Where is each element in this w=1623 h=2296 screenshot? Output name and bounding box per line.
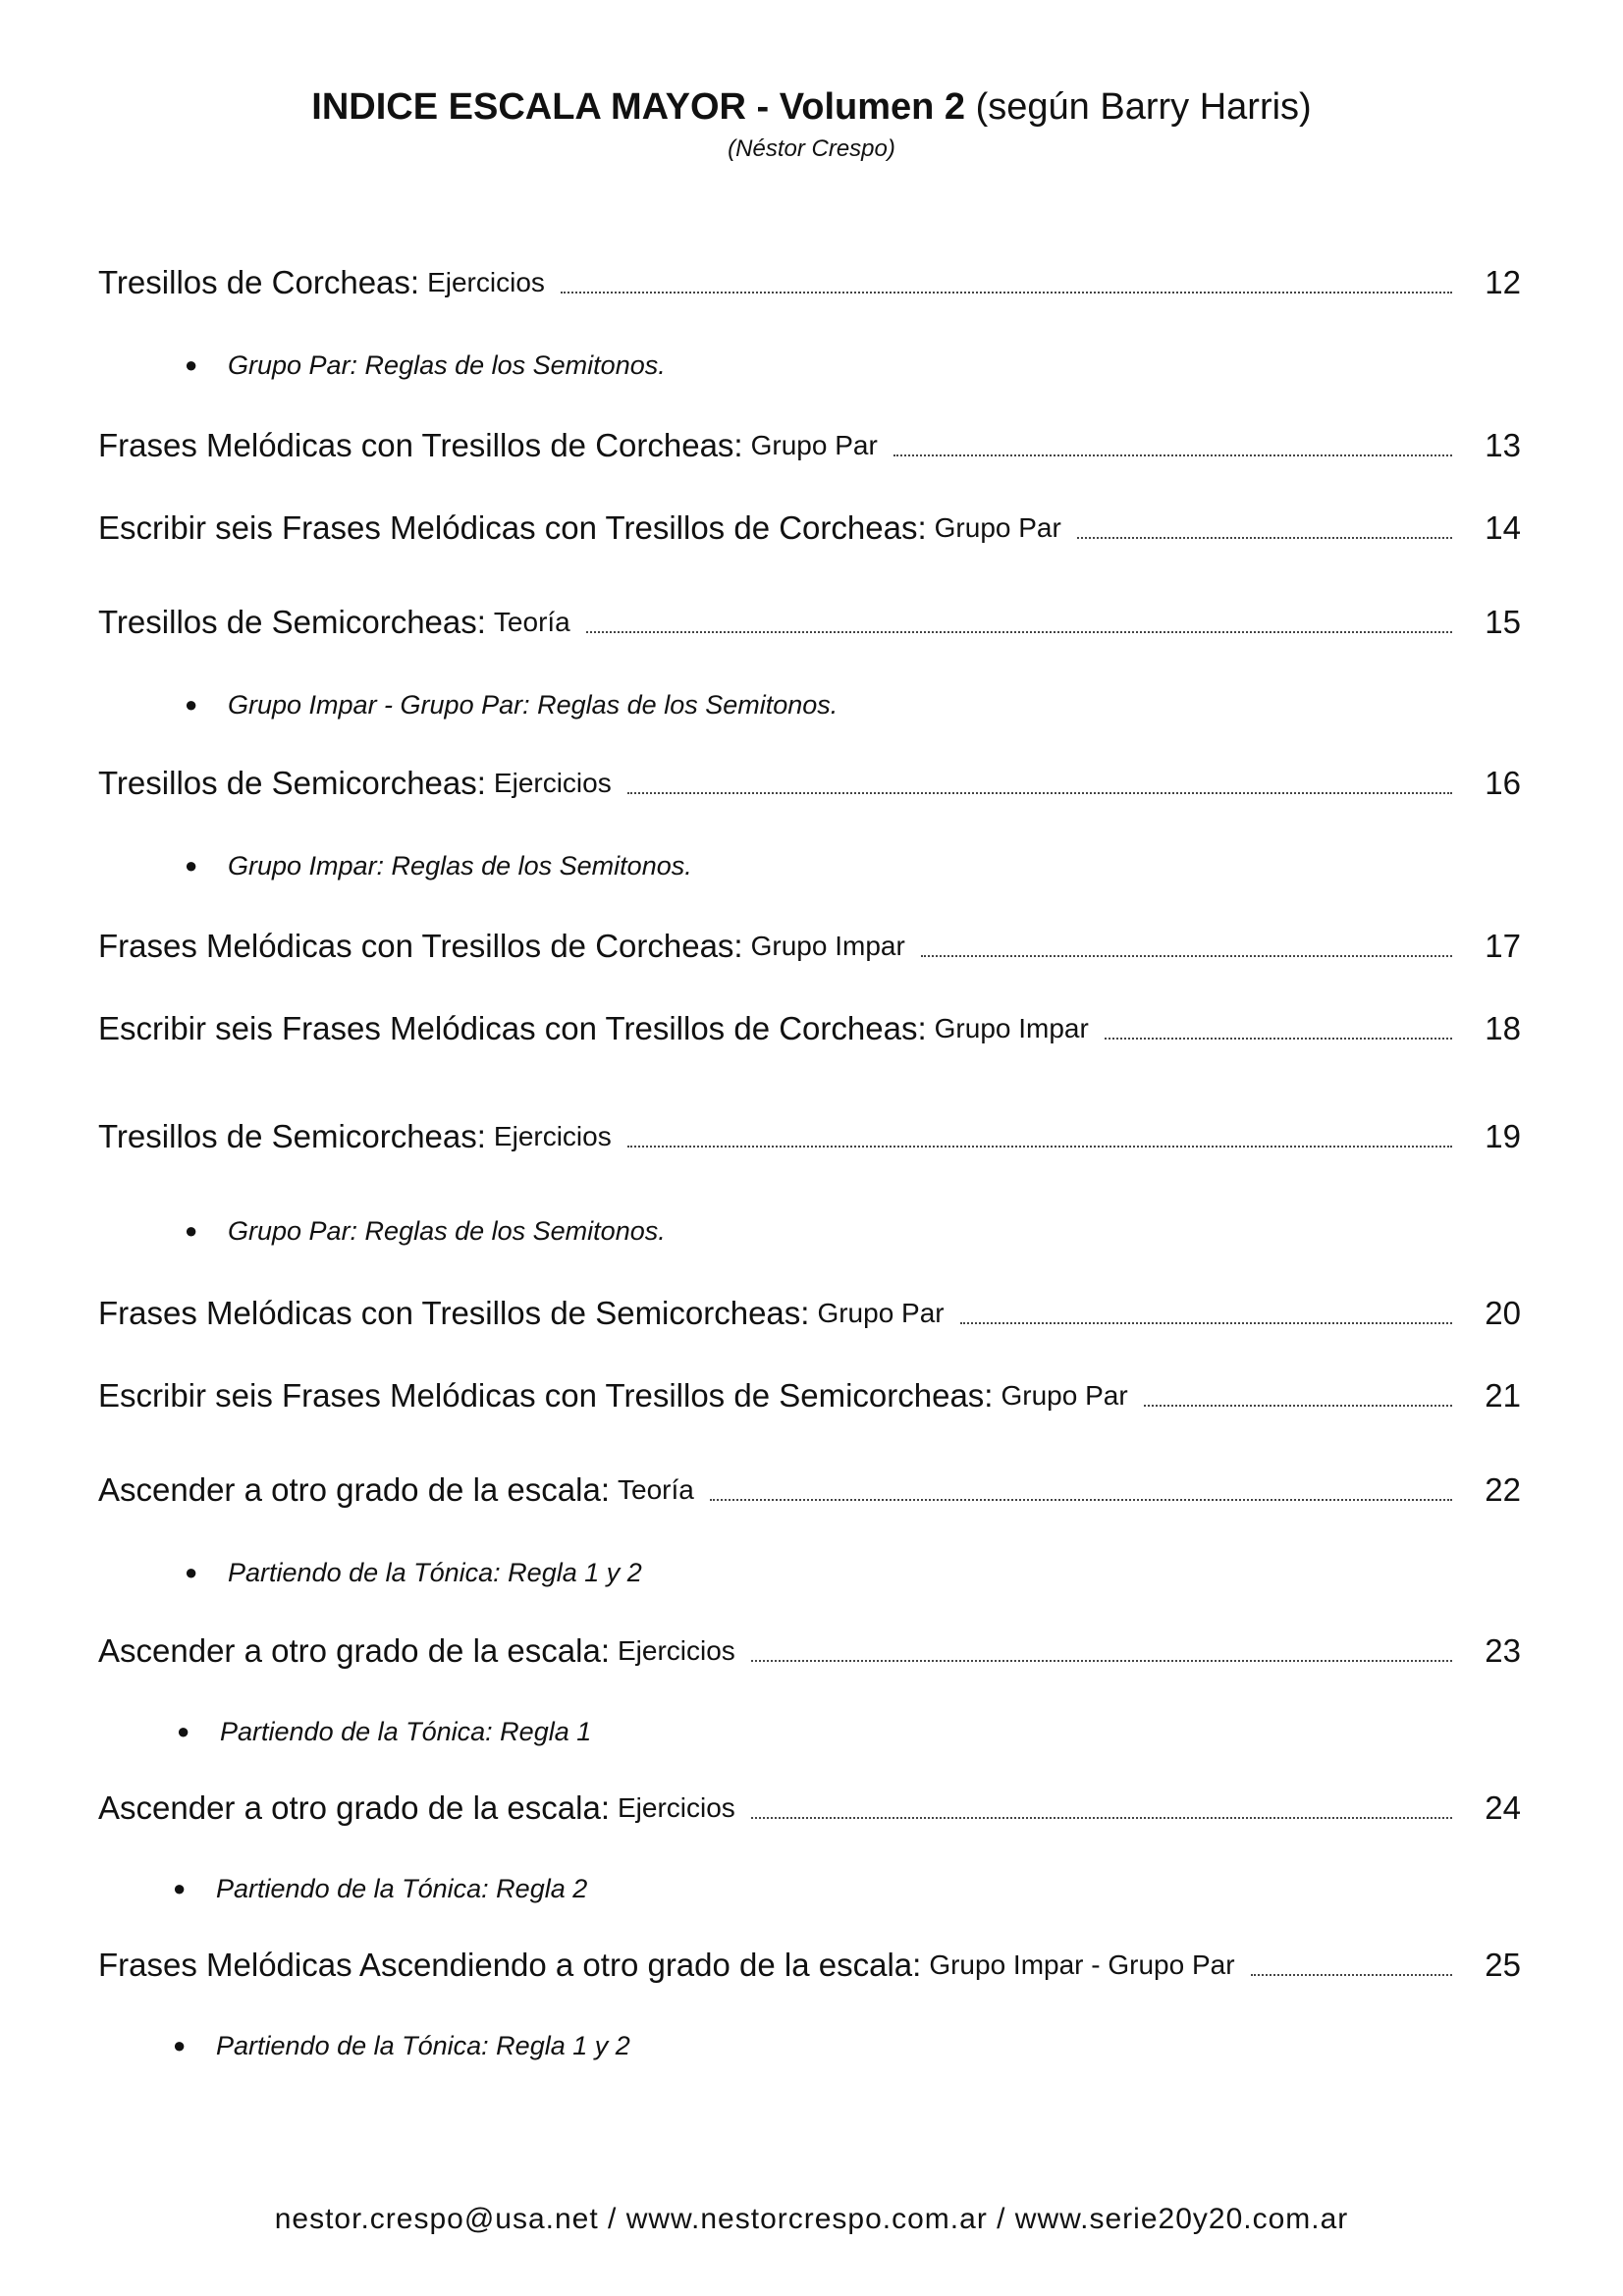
footer-contact-text: nestor.crespo@usa.net / www.nestorcrespo.com.ar / www.serie20y20.com.ar — [274, 2203, 1349, 2235]
toc-entry-subtitle: Teoría — [493, 607, 570, 637]
toc-entry — [98, 1290, 1521, 1333]
toc-entry — [98, 505, 1521, 548]
toc-entry-title: Frases Melódicas con Tresillos de Corcheas: — [98, 928, 743, 964]
toc-dot-leader — [960, 1322, 1452, 1324]
toc-entry-subtitle: Ejercicios — [493, 1121, 612, 1151]
toc-entry-subtitle: Ejercicios — [493, 768, 612, 798]
toc-bullet-item — [185, 1553, 642, 1592]
toc-entry-subtitle: Teoría — [618, 1474, 694, 1505]
bullet-icon: ● — [185, 352, 198, 377]
toc-page-number: 18 — [1485, 1010, 1521, 1046]
toc-dot-leader — [751, 1660, 1452, 1662]
toc-entry — [98, 1113, 1521, 1156]
toc-entry-title: Ascender a otro grado de la escala: — [98, 1471, 610, 1508]
bullet-icon: ● — [185, 1218, 198, 1243]
toc-bullet-item — [185, 346, 666, 385]
toc-dot-leader — [751, 1817, 1452, 1819]
toc-entry-title: Frases Melódicas Ascendiendo a otro grado de la escala: — [98, 1947, 922, 1983]
toc-page-number: 15 — [1485, 604, 1521, 640]
toc-entry — [98, 923, 1521, 966]
toc-entry-title: Tresillos de Semicorcheas: — [98, 604, 486, 640]
bullet-icon: ● — [173, 1876, 187, 1900]
toc-entry-title: Tresillos de Semicorcheas: — [98, 765, 486, 801]
page-footer — [0, 2203, 1623, 2236]
toc-entry — [98, 1785, 1521, 1828]
toc-bullet-text: Partiendo de la Tónica: Regla 1 y 2 — [216, 2030, 630, 2060]
toc-bullet-item — [185, 685, 838, 724]
bullet-icon: ● — [185, 692, 198, 717]
toc-entry-title: Escribir seis Frases Melódicas con Tresillos de Semicorcheas: — [98, 1377, 994, 1414]
toc-bullet-item — [177, 1712, 591, 1751]
toc-bullet-text: Partiendo de la Tónica: Regla 1 — [220, 1716, 592, 1746]
toc-entry — [98, 1942, 1521, 1985]
toc-entry-subtitle: Grupo Impar — [750, 931, 905, 961]
toc-bullet-item — [185, 1211, 666, 1251]
toc-bullet-text: Grupo Impar: Reglas de los Semitonos. — [228, 850, 692, 881]
toc-dot-leader — [1251, 1974, 1452, 1976]
toc-dot-leader — [1144, 1405, 1452, 1407]
toc-dot-leader — [921, 955, 1452, 957]
toc-bullet-text: Grupo Par: Reglas de los Semitonos. — [228, 349, 666, 380]
toc-page-number: 24 — [1485, 1789, 1521, 1826]
toc-bullet-item — [173, 2026, 630, 2065]
toc-bullet-text: Grupo Par: Reglas de los Semitonos. — [228, 1215, 666, 1246]
page-title — [0, 82, 1623, 132]
toc-page-number: 22 — [1485, 1471, 1521, 1508]
toc-dot-leader — [1105, 1038, 1452, 1040]
toc-page-number: 13 — [1485, 427, 1521, 463]
toc-dot-leader — [710, 1499, 1452, 1501]
toc-bullet-item — [185, 846, 692, 885]
toc-page-number: 14 — [1485, 509, 1521, 546]
toc-entry-subtitle: Grupo Par — [817, 1298, 945, 1328]
toc-bullet-text: Grupo Impar - Grupo Par: Reglas de los Semitonos. — [228, 689, 839, 720]
page-title-main: INDICE ESCALA MAYOR - Volumen 2 — [311, 86, 966, 128]
toc-entry — [98, 760, 1521, 803]
toc-entry-subtitle: Grupo Par — [1001, 1380, 1128, 1411]
toc-entry-title: Tresillos de Semicorcheas: — [98, 1118, 486, 1154]
toc-entry — [98, 1372, 1521, 1415]
toc-page-number: 23 — [1485, 1632, 1521, 1669]
toc-entry-title: Ascender a otro grado de la escala: — [98, 1789, 610, 1826]
toc-entry — [98, 422, 1521, 465]
toc-entry-title: Ascender a otro grado de la escala: — [98, 1632, 610, 1669]
toc-dot-leader — [561, 292, 1452, 294]
toc-bullet-text: Partiendo de la Tónica: Regla 2 — [216, 1873, 588, 1903]
toc-dot-leader — [627, 1146, 1452, 1148]
toc-entry — [98, 259, 1521, 302]
toc-dot-leader — [627, 792, 1452, 794]
bullet-icon: ● — [185, 853, 198, 878]
toc-entry-title: Tresillos de Corcheas: — [98, 264, 420, 300]
toc-page-number: 19 — [1485, 1118, 1521, 1154]
toc-entry-subtitle: Ejercicios — [618, 1635, 735, 1666]
toc-entry-subtitle: Ejercicios — [427, 267, 545, 297]
page-author: (Néstor Crespo) — [728, 135, 895, 162]
bullet-icon: ● — [177, 1719, 190, 1743]
toc-entry — [98, 599, 1521, 642]
bullet-icon: ● — [173, 2033, 187, 2057]
toc-entry-title: Frases Melódicas con Tresillos de Corcheas: — [98, 427, 743, 463]
toc-dot-leader — [586, 631, 1452, 633]
toc-entry — [98, 1467, 1521, 1510]
toc-bullet-text: Partiendo de la Tónica: Regla 1 y 2 — [228, 1557, 642, 1587]
toc-entry-title: Frases Melódicas con Tresillos de Semicorcheas: — [98, 1295, 810, 1331]
page-title-subtitle: (según Barry Harris) — [975, 86, 1312, 128]
toc-page-number: 25 — [1485, 1947, 1521, 1983]
toc-dot-leader — [893, 454, 1452, 456]
toc-entry — [98, 1628, 1521, 1671]
toc-page-number: 17 — [1485, 928, 1521, 964]
toc-page-number: 16 — [1485, 765, 1521, 801]
toc-entry-subtitle: Grupo Impar — [934, 1013, 1089, 1043]
toc-entry-title: Escribir seis Frases Melódicas con Tresillos de Corcheas: — [98, 509, 927, 546]
toc-entry-subtitle: Grupo Par — [750, 430, 878, 460]
toc-page-number: 20 — [1485, 1295, 1521, 1331]
page-header — [0, 82, 1623, 163]
bullet-icon: ● — [185, 1560, 198, 1584]
toc-entry-title: Escribir seis Frases Melódicas con Tresillos de Corcheas: — [98, 1010, 927, 1046]
toc-entry-subtitle: Grupo Par — [934, 512, 1061, 543]
toc-dot-leader — [1077, 537, 1452, 539]
toc-entry-subtitle: Ejercicios — [618, 1792, 735, 1823]
toc-entry-subtitle: Grupo Impar - Grupo Par — [929, 1949, 1235, 1980]
toc-bullet-item — [173, 1869, 587, 1908]
toc-page-number: 12 — [1485, 264, 1521, 300]
toc-entry — [98, 1005, 1521, 1048]
toc-page-number: 21 — [1485, 1377, 1521, 1414]
